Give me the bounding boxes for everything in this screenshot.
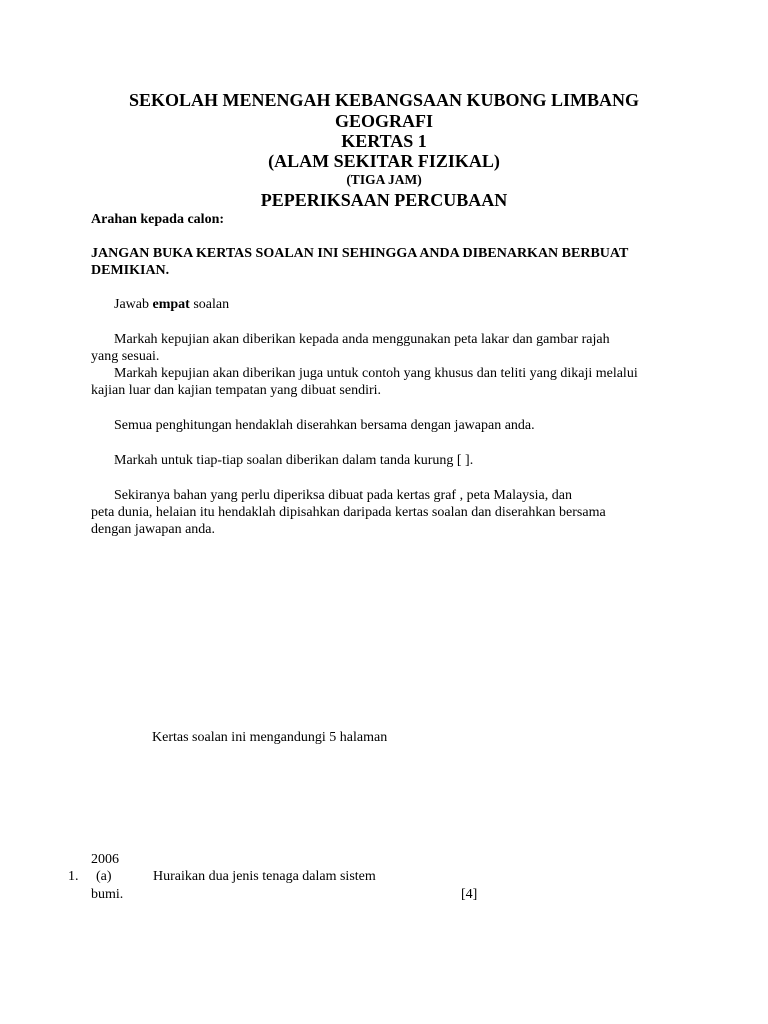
question-text-line-1: Huraikan dua jenis tenaga dalam sistem bbox=[153, 869, 376, 884]
instructions-heading: Arahan kepada calon: bbox=[91, 212, 225, 227]
subject-title: GEOGRAFI bbox=[334, 111, 433, 131]
paragraph-4: Markah untuk tiap-tiap soalan diberikan dalam tanda kurung [ ]. bbox=[114, 453, 474, 468]
question-marks: [4] bbox=[461, 887, 478, 902]
paragraph-1-line-2: yang sesuai. bbox=[91, 349, 160, 364]
paragraph-2-line-2: kajian luar dan kajian tempatan yang dibuat sendiri. bbox=[91, 383, 382, 398]
warning-line-2: DEMIKIAN. bbox=[91, 263, 170, 278]
school-name: SEKOLAH MENENGAH KEBANGSAAN KUBONG LIMBANG bbox=[128, 90, 640, 110]
warning-line-1: JANGAN BUKA KERTAS SOALAN INI SEHINGGA ANDA DIBENARKAN BERBUAT bbox=[91, 246, 629, 261]
answer-count: empat bbox=[152, 297, 190, 312]
paragraph-2-line-1: Markah kepujian akan diberikan juga untuk contoh yang khusus dan teliti yang dikaji melalui bbox=[114, 366, 638, 381]
exam-title: PEPERIKSAAN PERCUBAAN bbox=[260, 190, 508, 210]
question-part: (a) bbox=[96, 869, 112, 884]
paragraph-1-line-1: Markah kepujian akan diberikan kepada anda menggunakan peta lakar dan gambar rajah bbox=[114, 332, 610, 347]
question-text-line-2: bumi. bbox=[91, 887, 124, 902]
topic-title: (ALAM SEKITAR FIZIKAL) bbox=[268, 151, 500, 171]
answer-prefix: Jawab bbox=[114, 297, 149, 312]
paragraph-5-line-1: Sekiranya bahan yang perlu diperiksa dibuat pada kertas graf , peta Malaysia, dan bbox=[114, 488, 572, 503]
pages-note: Kertas soalan ini mengandungi 5 halaman bbox=[152, 730, 388, 745]
paragraph-5-line-2: peta dunia, helaian itu hendaklah dipisahkan daripada kertas soalan dan diserahkan bersama bbox=[91, 505, 606, 520]
question-year: 2006 bbox=[91, 852, 119, 867]
paragraph-5-line-3: dengan jawapan anda. bbox=[91, 522, 215, 537]
duration-label: (TIGA JAM) bbox=[346, 172, 422, 187]
paragraph-3: Semua penghitungan hendaklah diserahkan bersama dengan jawapan anda. bbox=[114, 418, 535, 433]
answer-suffix: soalan bbox=[193, 297, 230, 312]
answer-instruction bbox=[114, 296, 229, 313]
question-number: 1. bbox=[68, 869, 79, 884]
paper-title: KERTAS 1 bbox=[341, 131, 427, 151]
